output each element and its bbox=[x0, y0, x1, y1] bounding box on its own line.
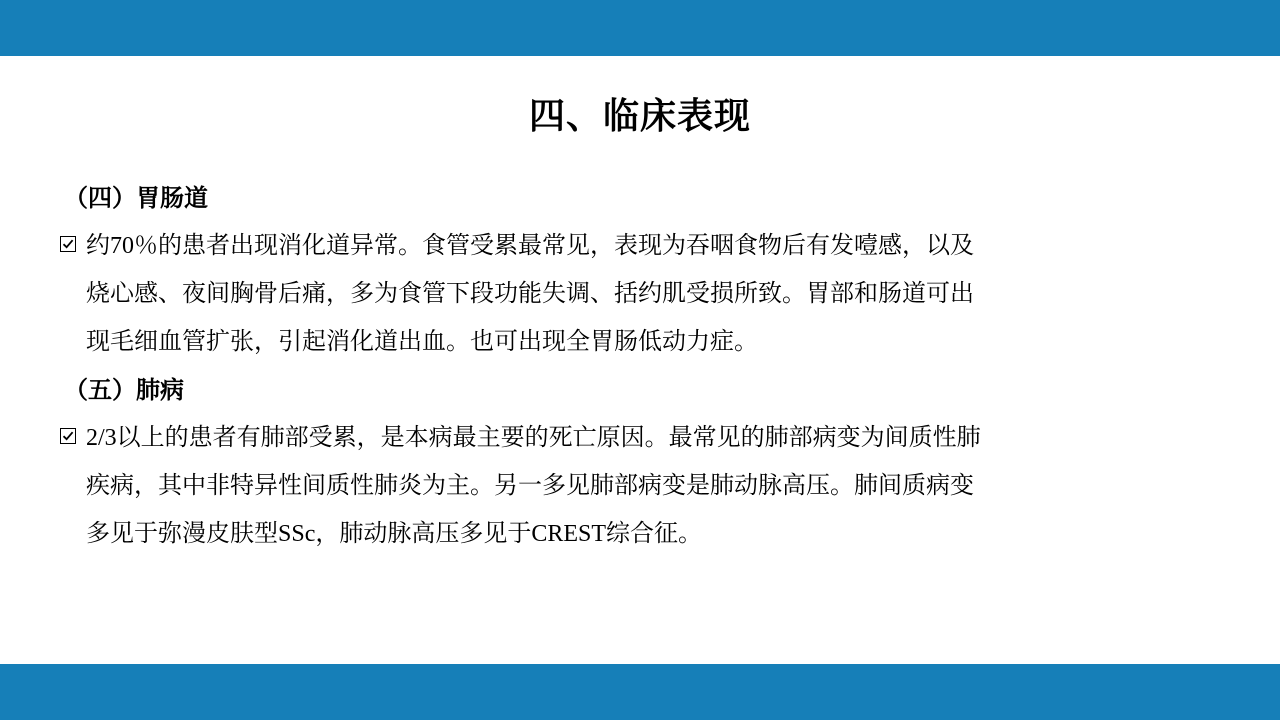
top-banner bbox=[0, 0, 1280, 56]
text-run: ，肺动脉高压多见于 bbox=[315, 519, 532, 547]
text-line bbox=[58, 509, 1098, 557]
text-run: 约 bbox=[86, 231, 110, 259]
text-run: 多见于弥漫皮肤型 bbox=[86, 519, 278, 547]
fraction-value: 2/3 bbox=[86, 425, 117, 451]
abbreviation-crest: CREST bbox=[531, 521, 607, 547]
bullet-lung bbox=[58, 413, 1098, 557]
text-line bbox=[58, 413, 1098, 461]
bottom-banner bbox=[0, 664, 1280, 720]
section-heading-gastrointestinal: （四）胃肠道 bbox=[64, 184, 208, 212]
text-run: 的患者出现消化道异常。食管受累最常见，表现为吞咽食物后有发噎感，以及 bbox=[158, 231, 974, 259]
checkbox-checked-icon bbox=[60, 428, 76, 444]
text-run: 以上的患者有肺部受累，是本病最主要的死亡原因。最常见的肺部病变为间质性肺 bbox=[116, 423, 981, 451]
text-run: 烧心感、夜间胸骨后痛，多为食管下段功能失调、括约肌受损所致。胃部和肠道可出 bbox=[86, 279, 974, 307]
text-run: 综合征。 bbox=[606, 519, 703, 547]
page-title: 四、临床表现 bbox=[528, 96, 751, 137]
bullet-gastrointestinal bbox=[58, 221, 1098, 365]
abbreviation-ssc: SSc bbox=[278, 521, 316, 547]
text-line bbox=[58, 461, 1098, 509]
section-heading-lung: （五）肺病 bbox=[64, 376, 184, 404]
text-line bbox=[58, 221, 1098, 269]
percent-value: 70％ bbox=[110, 233, 158, 259]
text-run: 疾病，其中非特异性间质性肺炎为主。另一多见肺部病变是肺动脉高压。肺间质病变 bbox=[86, 471, 974, 499]
text-run: 现毛细血管扩张，引起消化道出血。也可出现全胃肠低动力症。 bbox=[86, 327, 758, 355]
text-line bbox=[58, 317, 1098, 365]
checkbox-checked-icon bbox=[60, 236, 76, 252]
text-line bbox=[58, 269, 1098, 317]
